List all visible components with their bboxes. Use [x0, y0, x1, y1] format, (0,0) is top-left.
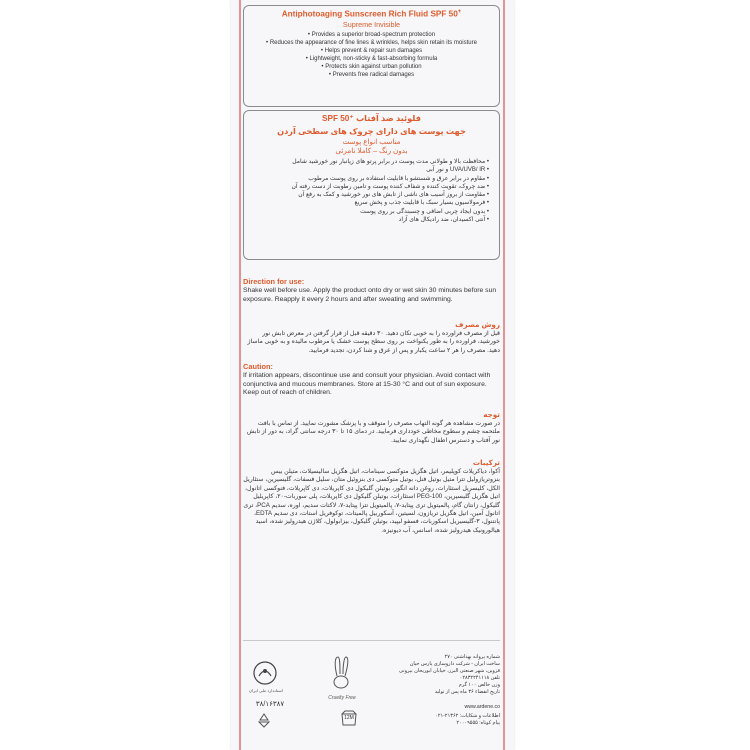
claims-list-fa: [254, 158, 489, 224]
ingredients-heading: ترکیبات: [472, 458, 500, 467]
claims-list-en: [244, 31, 499, 80]
claim-item: • Protects skin against urban pollution: [244, 63, 499, 71]
manufacturer-line: تاریخ انقضاء ۳۶ ماه پس از تولید: [434, 689, 500, 695]
ingredients-section: [243, 458, 500, 535]
claim-item: • Reduces the appearance of fine lines & wrinkles, helps skin retain its moisture: [244, 39, 499, 47]
claim-item-fa: • مقاوم در برابر عرق و شستشو با قابلیت استفاده بر روی پوست مرطوب: [254, 175, 489, 183]
claim-item: • Prevents free radical damages: [244, 71, 499, 79]
claim-item: • Helps prevent & repair sun damages: [244, 47, 499, 55]
caution-text: If irritation appears, discontinue use and consult your physician. Avoid contact with conjunctiva and mucous membranes. Store at 15-30 °C and out of sun exposure. Keep out of reach of children.: [243, 372, 491, 397]
directions-fa-section: [243, 320, 500, 355]
claim-item: • Lightweight, non-sticky & fast-absorbing formula: [244, 55, 499, 63]
standard-number: ۳۸/۱۶۳۸۷: [255, 701, 285, 708]
recycle-icon: [256, 712, 272, 728]
product-subtitle-fa: مناسب انواع پوست: [342, 137, 401, 146]
manufacturer-line: قزوین، شهر صنعتی البرز، خیابان ابوریحان بیرونی: [399, 668, 500, 674]
caution-fa-section: [243, 410, 500, 445]
claim-item-fa: • UVA/UVB/ IR و نور آبی: [254, 166, 489, 174]
website-link[interactable]: www.ardene.co: [464, 704, 500, 710]
sms-line: پیام کوتاه: ۲۰۰۰۹۵۵۵: [456, 720, 500, 726]
national-standard-icon: [250, 660, 280, 686]
persian-claims-box: [243, 110, 500, 260]
phone-line: اطلاعات و شکایات: ۲۱۳۶۲-۰۲۱: [435, 713, 500, 719]
directions-text: Shake well before use. Apply the product onto dry or wet skin 30 minutes before sun exposure. Reapply it every 2 hours and after sweating and swimming.: [243, 287, 497, 303]
claim-item-fa: • ضد چروک، تقویت کننده و شفاف کننده پوست و تامین رطوبت از دست رفته آن: [254, 183, 489, 191]
claim-item-fa: • مقاومت از بروز آسیب های ناشی از تابش های نور خورشید و کمک به رفع آن: [254, 191, 489, 199]
manufacturer-info: [370, 654, 500, 696]
product-title-en: Antiphotoaging Sunscreen Rich Fluid SPF 50+: [281, 9, 462, 19]
standard-label: استاندارد ملی ایران: [249, 688, 283, 693]
ingredients-text: آکوا، دیاکریلات کوپلیمر، اتیل هگزیل متوکسی سینامات، اتیل هگزیل سالیسیلات، متیلن بیس بنزوتریازولیل تترا متیل بوتیل فنل، بوتیل متوکسی دی بنزوئیل متان، سلیل فسفات، گلیسیرین، ستئاریل الکل، کلیسریل استئارات، روغن دانه انگور، بوتیلن گلیکول دی کاپریلات، دی کاپریلات، فنوکسی اتانول، اتیل هگزیل گلیسیرین، PEG-100 استئارات، بوتیلن گلیکول دی کاپریلات، پلی سوربات-۲۰، کاپریلیل گلیکول، زانتان گام، پالمیتویل تری پپتاید-۷، پالمیتویل تترا پپتاید-۷، لاکتات سدیم، اوره، سدیم PCA، تری اتانول آمین، اتیل هگزیل تریازون، لسیتین، آسکوربیل پالمیتات، توکوفریل استات، دی سدیم EDTA، پانتنول، ۳-گلیسیریل اسکوربات، فسفو لیپید، بوتیلن گلیکول، بیزابولول، کلاژن هیدرولیز شده، اسید هیالورونیک هیدرولیز شده، اسانس، آب دیونیزه.: [243, 468, 500, 534]
english-claims-box: [243, 5, 500, 107]
product-subtitle2-fa: بدون رنگ – کاملا نامرئی: [335, 146, 408, 155]
caution-fa-heading: توجه: [483, 410, 500, 419]
manufacturer-line: وزن خالص ۱۰۰ گرم: [458, 682, 500, 688]
caution-section: [243, 362, 500, 398]
product-title2-fa: جهت پوست های دارای چروک های سطحی آردن: [277, 127, 466, 136]
cruelty-free-label: Cruelty Free: [328, 695, 356, 701]
claim-item: • Provides a superior broad-spectrum protection: [244, 31, 499, 39]
pao-label: 12M: [344, 715, 354, 721]
caution-heading: Caution:: [243, 362, 273, 371]
directions-fa-text: قبل از مصرف فراورده را به خوبی تکان دهید. ۳۰ دقیقه قبل از قرار گرفتن در معرض تابش نور خورشید، فراورده را به طور یکنواخت بر روی سطح پوست خشک یا مرطوب مالیده و به خوبی ماساژ دهید. مصرف را هر ۲ ساعت یکبار و پس از عرق و شنا کردن، تجدید فرمایید.: [247, 330, 500, 354]
product-subtitle-en: Supreme Invisible: [342, 19, 401, 29]
claim-item-fa: • فرمولاسیون بسیار سبک با قابلیت جذب و پخش سریع: [254, 199, 489, 207]
manufacturer-line: ساخت ایران - شرکت داروسازی پارس حیان: [409, 661, 500, 667]
fold-edge-right: [503, 0, 505, 750]
manufacturer-line: تلفن ۰۲۸۳۲۲۴۱۱۱۸: [459, 675, 500, 681]
directions-fa-heading: روش مصرف: [455, 320, 500, 329]
directions-section: [243, 277, 500, 304]
product-title-fa: SPF 50⁺ فلوئید ضد آفتاب: [322, 114, 421, 123]
caution-fa-text: در صورت مشاهده هر گونه التهاب مصرف را متوقف و با پزشک مشورت نمایید. از تماس با بافت ملتحمه چشم و سطوح مخاطی خودداری فرمایید. در دمای ۱۵ تا ۳۰ درجه سانتی گراد، به دور از تابش نور آفتاب و دسترس اطفال نگهداری نمایید.: [246, 420, 500, 444]
contact-info: [370, 713, 500, 727]
directions-heading: Direction for use:: [243, 277, 305, 286]
claim-item-fa: • آنتی اکسیدان، ضد رادیکال های آزاد: [254, 216, 489, 224]
divider: [243, 640, 500, 641]
manufacturer-line: شماره پروانه بهداشتی ۲۷۰: [444, 654, 500, 660]
claim-item-fa: • بدون ایجاد چربی اضافی و چسبندگی بر روی پوست: [254, 208, 489, 216]
fold-edge-left: [239, 0, 241, 750]
claim-item-fa: • محافظت بالا و طولانی مدت پوست در برابر پرتو های زیانبار نور خورشید شامل: [254, 158, 489, 166]
